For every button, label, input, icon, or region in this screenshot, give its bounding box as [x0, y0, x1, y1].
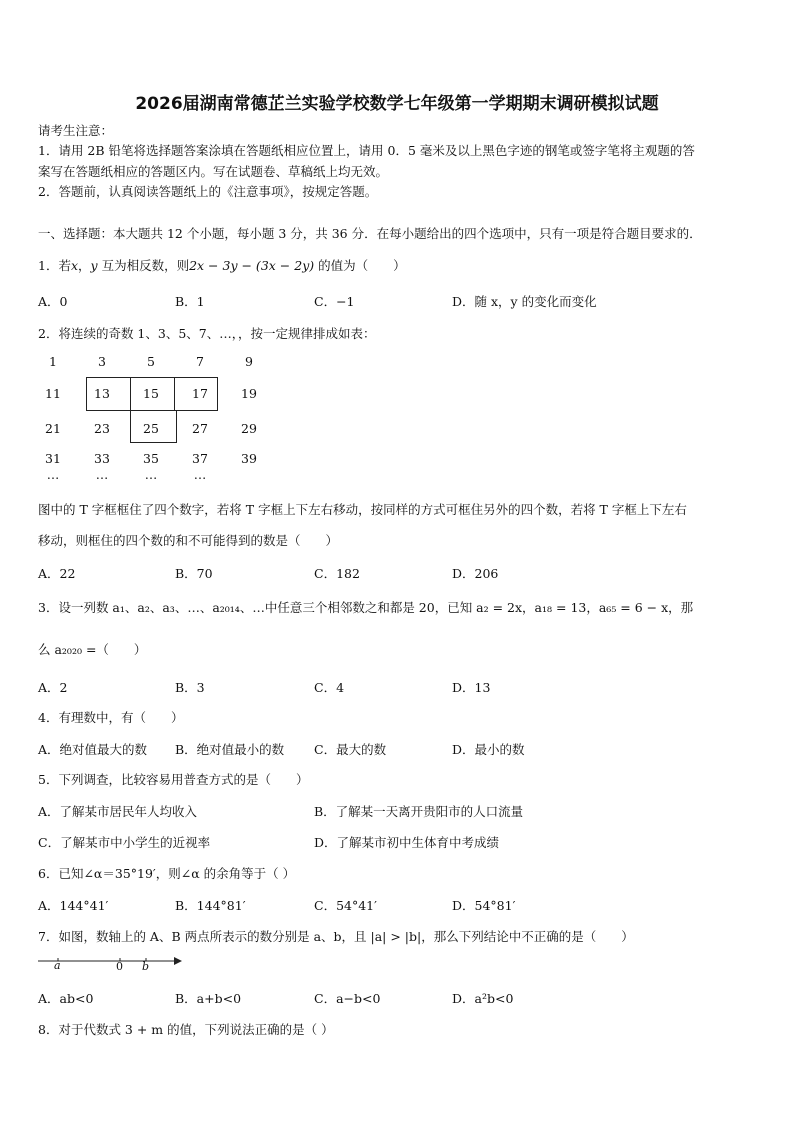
table-cell: 35 — [143, 451, 159, 466]
question-7-stem: 7．如图，数轴上的 A、B 两点所表示的数分别是 a、b，且 |a| > |b|，那么下列结论中不正确的是（ ） — [38, 929, 634, 944]
q4-option-d[interactable]: D．最小的数 — [452, 742, 525, 757]
table-cell: 39 — [241, 451, 257, 466]
table-cell: 17 — [192, 386, 208, 401]
q5-option-a[interactable]: A．了解某市居民年人均收入 — [38, 804, 198, 819]
q5-option-c[interactable]: C．了解某市中小学生的近视率 — [38, 835, 211, 850]
q1-expression: 2x − 3y − (3x − 2y) — [189, 258, 315, 273]
table-cell: 29 — [241, 421, 257, 436]
axis-label-a: a — [54, 959, 61, 972]
q3-option-a[interactable]: A．2 — [38, 680, 68, 695]
table-cell: 13 — [94, 386, 110, 401]
q1-option-a[interactable]: A．0 — [38, 294, 68, 309]
q1-option-d[interactable]: D．随 x，y 的变化而变化 — [452, 294, 597, 309]
q6-option-b[interactable]: B．144°81′ — [175, 898, 246, 913]
q7-option-c[interactable]: C．a−b<0 — [314, 991, 381, 1006]
q3-option-c[interactable]: C．4 — [314, 680, 345, 695]
table-cell: 25 — [143, 421, 159, 436]
axis-label-b: b — [142, 960, 150, 973]
table-ellipsis: … — [144, 467, 158, 482]
table-cell: 21 — [45, 421, 61, 436]
question-1-stem — [38, 256, 406, 274]
q5-option-b[interactable]: B．了解某一天离开贵阳市的人口流量 — [314, 804, 524, 819]
number-line-figure — [38, 952, 183, 978]
table-cell: 11 — [45, 386, 61, 401]
table-cell: 3 — [98, 354, 106, 369]
notice-item-2: 2．答题前，认真阅读答题纸上的《注意事项》，按规定答题。 — [38, 184, 378, 199]
q1-sep: ， — [78, 258, 91, 273]
q3-option-d[interactable]: D．13 — [452, 680, 491, 695]
question-5-stem: 5．下列调查，比较容易用普查方式的是（ ） — [38, 772, 309, 787]
q1-option-b[interactable]: B．1 — [175, 294, 205, 309]
table-cell: 9 — [245, 354, 253, 369]
page-title: 2026届湖南常德芷兰实验学校数学七年级第一学期期末调研模拟试题 — [135, 94, 659, 114]
table-ellipsis: … — [193, 467, 207, 482]
table-cell: 7 — [196, 354, 204, 369]
question-2-para-line-1: 图中的 T 字框框住了四个数字，若将 T 字框上下左右移动，按同样的方式可框住另外的四个数，若将 T 字框上下左右 — [38, 502, 687, 517]
q5-option-d[interactable]: D．了解某市初中生体育中考成绩 — [314, 835, 500, 850]
q1-var-x: x — [70, 258, 79, 273]
question-3-line-1: 3．设一列数 a₁、a₂、a₃、…、a₂₀₁₄、…中任意三个相邻数之和都是 20，已知 a₂ = 2x，a₁₈ = 13，a₆₅ = 6 − x，那 — [38, 600, 694, 615]
section-heading: 一、选择题：本大题共 12 个小题，每小题 3 分，共 36 分．在每小题给出的四个选项中，只有一项是符合题目要求的． — [38, 226, 702, 241]
q7-option-a[interactable]: A．ab<0 — [38, 991, 94, 1006]
table-cell: 31 — [45, 451, 61, 466]
table-cell: 19 — [241, 386, 257, 401]
question-2-stem: 2．将连续的奇数 1、3、5、7、…，，按一定规律排成如表： — [38, 326, 376, 341]
q2-option-a[interactable]: A．22 — [38, 566, 76, 581]
q4-option-a[interactable]: A．绝对值最大的数 — [38, 742, 148, 757]
table-ellipsis: … — [95, 467, 109, 482]
table-ellipsis: … — [46, 467, 60, 482]
table-cell: 27 — [192, 421, 208, 436]
q4-option-c[interactable]: C．最大的数 — [314, 742, 387, 757]
q1-prefix: 1．若 — [38, 258, 71, 273]
q6-option-d[interactable]: D．54°81′ — [452, 898, 516, 913]
number-line-arrow — [174, 957, 182, 965]
notice-heading: 请考生注意： — [38, 123, 114, 138]
question-4-stem: 4．有理数中，有（ ） — [38, 710, 184, 725]
q7-option-d[interactable]: D．a²b<0 — [452, 991, 514, 1006]
question-6-stem: 6．已知∠α＝35°19′，则∠α 的余角等于（ ） — [38, 866, 296, 881]
q1-suffix: 的值为（ ） — [314, 258, 406, 273]
q1-var-y: y — [90, 258, 98, 273]
q1-option-c[interactable]: C．−1 — [314, 294, 355, 309]
axis-label-zero: 0 — [116, 960, 123, 973]
q4-option-b[interactable]: B．绝对值最小的数 — [175, 742, 285, 757]
question-8-stem: 8．对于代数式 3 + m 的值，下列说法正确的是（ ） — [38, 1022, 334, 1037]
notice-item-1-line-2: 案写在答题纸相应的答题区内。写在试题卷、草稿纸上均无效。 — [38, 164, 389, 179]
q2-option-b[interactable]: B．70 — [175, 566, 213, 581]
table-cell: 23 — [94, 421, 110, 436]
notice-item-1-line-1: 1．请用 2B 铅笔将选择题答案涂填在答题纸相应位置上，请用 0．5 毫米及以上黑色字迹的钢笔或签字笔将主观题的答 — [38, 143, 695, 158]
table-cell: 1 — [49, 354, 57, 369]
q6-option-a[interactable]: A．144°41′ — [38, 898, 109, 913]
q6-option-c[interactable]: C．54°41′ — [314, 898, 377, 913]
table-cell: 37 — [192, 451, 208, 466]
q2-option-c[interactable]: C．182 — [314, 566, 360, 581]
q3-option-b[interactable]: B．3 — [175, 680, 205, 695]
table-cell: 15 — [143, 386, 159, 401]
q1-mid: 互为相反数，则 — [97, 258, 190, 273]
question-3-line-2: 么 a₂₀₂₀ =（ ） — [38, 642, 147, 657]
table-cell: 5 — [147, 354, 155, 369]
table-cell: 33 — [94, 451, 110, 466]
q2-option-d[interactable]: D．206 — [452, 566, 499, 581]
question-2-para-line-2: 移动，则框住的四个数的和不可能得到的数是（ ） — [38, 533, 339, 548]
q7-option-b[interactable]: B．a+b<0 — [175, 991, 242, 1006]
